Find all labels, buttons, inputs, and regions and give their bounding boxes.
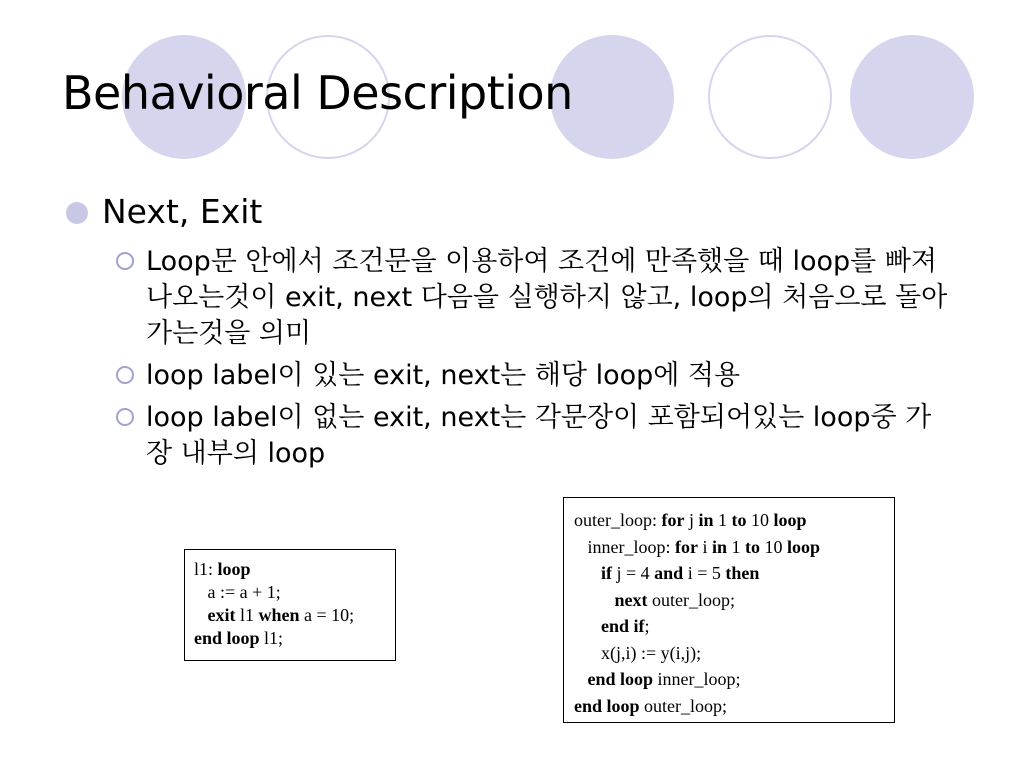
code-example-exit [184, 549, 396, 661]
code-text: 10 [760, 536, 788, 557]
code-text: ; [644, 616, 650, 636]
code-line [194, 581, 386, 604]
code-keyword: loop [773, 510, 807, 530]
code-line [574, 560, 884, 587]
hollow-bullet-icon [116, 252, 134, 270]
code-keyword: loop [217, 559, 251, 579]
sub-bullet-text: loop label이 있는 exit, next는 해당 loop에 적용 [146, 360, 741, 391]
slide-body [62, 190, 962, 478]
code-line [194, 604, 386, 627]
code-keyword: end if [601, 616, 645, 636]
code-text: l1 [235, 605, 259, 625]
sub-bullet-item [62, 358, 956, 394]
hollow-bullet-icon [116, 366, 134, 384]
code-keyword: next [614, 589, 648, 610]
code-text: outer_loop: [574, 510, 662, 530]
code-text: 1 [713, 510, 732, 530]
code-keyword: to [731, 510, 747, 530]
code-keyword: for [675, 536, 698, 557]
code-line [574, 507, 884, 534]
code-text [194, 605, 208, 625]
code-line [574, 534, 884, 561]
code-text: inner_loop; [653, 669, 741, 689]
sub-bullet-item [62, 244, 956, 352]
code-keyword: and [654, 563, 684, 583]
sub-bullet-text: loop label이 없는 exit, next는 각문장이 포함되어있는 loop중 가장 내부의 loop [146, 402, 932, 469]
slide-title: Behavioral Description [62, 66, 573, 120]
code-text [574, 616, 601, 636]
code-line [194, 627, 386, 650]
code-keyword: to [745, 536, 761, 557]
code-line [574, 613, 884, 640]
code-keyword: in [698, 510, 714, 530]
bullet-text: Next, Exit [102, 192, 263, 231]
code-text: 10 [746, 510, 774, 530]
sub-bullet-text: Loop문 안에서 조건문을 이용하여 조건에 만족했을 때 loop를 빠져나오는것이 exit, next 다음을 실행하지 않고, loop의 처음으로 돌아가는것을 의미 [146, 246, 948, 349]
code-text [574, 563, 601, 583]
decor-circle-outline [708, 35, 832, 159]
code-line [574, 640, 884, 667]
code-text: l1: [194, 559, 218, 579]
code-keyword: if [601, 563, 612, 583]
code-keyword: in [712, 536, 728, 557]
code-text: outer_loop; [639, 695, 728, 716]
code-example-next [563, 497, 895, 723]
code-line [574, 666, 884, 693]
code-keyword: exit [207, 605, 236, 625]
code-text: l1; [259, 628, 284, 648]
code-text: i = 5 [683, 563, 726, 583]
code-text: a = 10; [299, 605, 355, 625]
code-line [574, 587, 884, 614]
code-text [574, 590, 615, 610]
code-text: j = 4 [612, 563, 655, 583]
code-text: 1 [727, 536, 746, 557]
hollow-bullet-icon [116, 408, 134, 426]
bullet-dot-icon [66, 202, 88, 224]
code-text: x(j,i) := y(i,j); [574, 642, 702, 663]
decor-circle-filled [850, 35, 974, 159]
code-keyword: for [661, 510, 685, 530]
code-line [574, 693, 884, 720]
bullet-item [62, 190, 962, 234]
code-text: j [684, 510, 699, 530]
code-keyword: then [725, 563, 760, 583]
code-text: i [697, 536, 712, 557]
code-line [194, 558, 386, 581]
code-keyword: end loop [574, 695, 640, 716]
code-text: outer_loop; [647, 589, 735, 610]
sub-bullet-item [62, 400, 956, 472]
code-keyword: loop [787, 536, 821, 557]
code-text: inner_loop: [574, 536, 675, 557]
code-text: a := a + 1; [194, 582, 281, 602]
code-keyword: when [258, 605, 300, 625]
code-keyword: end loop [587, 669, 654, 689]
sub-bullet-list [62, 244, 962, 472]
code-keyword: end loop [194, 628, 260, 648]
code-text [574, 669, 588, 689]
